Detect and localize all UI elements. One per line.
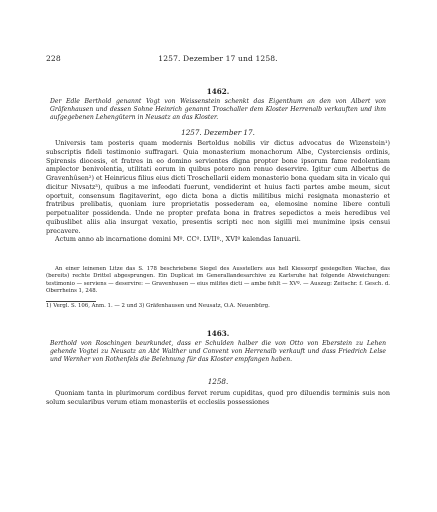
running-title: 1257. Dezember 17 und 1258. — [158, 54, 278, 63]
charter-body-1463: Quoniam tanta in plurimorum cordibus fervet rerum cupiditas, quod pro diluendis terminis suis non solum secularibus verum etiam monasteriis et ecclesiis possessiones — [46, 389, 390, 406]
footnote-1462: 1) Vergl. S. 106, Anm. 1. — 2 und 3) Gräfenhausen und Neusatz, O.A. Neuenbürg. — [46, 303, 270, 309]
source-note-1462: An einer leinenen Litze das S. 178 beschriebene Siegel des Ausstellers aus hell Kiessorpf gesiegelten Wachse, das (bereits) rechte Drittel abgesprungen. Ein Duplicat im Generallandesarchive zu Karlsruhe hat folgende Abweichungen: testimonio — serviens — deservire: — Gravenhusen — eius milites dicti — ambe fehlt — XVº. — Auszug: Zeitschr. f. Gesch. d. Oberrheins 1, 248. — [46, 266, 390, 294]
charter-actum-1462: Actum anno ab incarnatione domini Mº. CCº. LVIIº., XVIº kalendas Ianuarii. — [55, 235, 301, 244]
page-number: 228 — [46, 54, 61, 63]
charter-text-1463 — [46, 389, 390, 407]
regest-1463: Berthold von Roschingen beurkundet, dass er Schulden halber die von Otto von Eberstein zu Lehen gehende Vogtei zu Neusatz an Abt Walther und Convent von Herrenalb verkauft und dass Friedrich Lelse und Wernher von Rothenfels die Belehnung für das Kloster empfangen haben. — [50, 340, 386, 364]
footnote-rule — [46, 301, 96, 302]
charter-body-1462: Universis tam posteris quam modernis Bertoldus nobilis vir dictus advocatus de Wizenstein¹) subscriptis fideli testimonio suffragari. Quia monasterium monachorum Albe, Cysterciensis ordinis, Spirensis diocesis, et fratres in eo domino servientes digna propter bone ipsorum fame redolentiam amplector benivolentia, utilitati eorum in quibus potero non renuo deservire. Igitur cum Albertus de Gravenhûsen²) et Heinricus filius eius dicti Troschellarii eidem monasterio bona quedam sita in vicalo qui dicitur Nivsatz³), quibus a me infeodati fuerunt, vendiderint et huius facti partes ambe meum, sicut oportuit, consensum flagitaverint, ego dicta bona a dictis militibus michi resignata monasterio et fratribus prelibatis, quoniam iure proprietatis possederam ea, elemosine nomine libere contuli perpetualiter possidenda. Unde ne propter prefata bona in fratres sepedictos a meis heredibus vel quibuslibet aliis alia insurgat vexatio, presentis scripti nec non sigilli mei munimine ipsis censui precavere. — [46, 139, 390, 235]
document-number-1462: 1462. — [206, 87, 230, 96]
document-number-1463: 1463. — [206, 329, 230, 338]
date-1463: 1258. — [207, 377, 229, 386]
regest-1462: Der Edle Berthold genannt Vogt von Weissenstein schenkt das Eigenthum an den von Albert von Gräfenhausen und dessen Sohne Heinrich genannt Troschaller dem Kloster Herrenalb verkauften und ihm aufgegebenen Lehengütern in Neusatz an das Kloster. — [50, 98, 386, 122]
date-1462: 1257. Dezember 17. — [181, 128, 255, 137]
charter-text-1462 — [46, 139, 390, 244]
page-header — [46, 54, 390, 66]
